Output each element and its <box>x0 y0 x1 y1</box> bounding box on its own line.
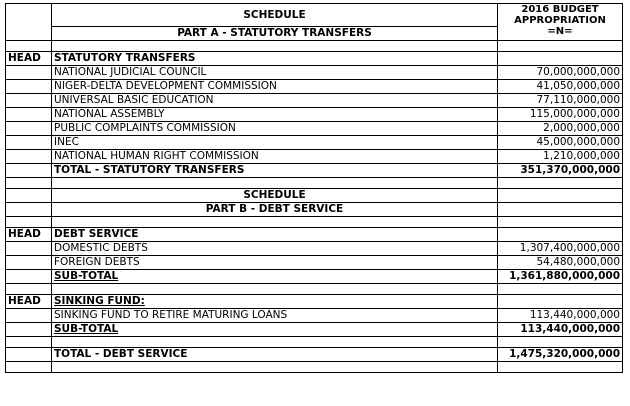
table-row <box>6 94 623 108</box>
section-title: STATUTORY TRANSFERS <box>52 52 498 66</box>
appropriation-header-line2: APPROPRIATION <box>514 15 606 26</box>
table-row <box>6 242 623 256</box>
line-item-amount: 70,000,000,000 <box>498 66 623 80</box>
schedule-title: SCHEDULE <box>52 189 498 203</box>
blank-row <box>6 217 623 228</box>
part-b-schedule-row <box>6 189 623 203</box>
line-item-name: NATIONAL JUDICIAL COUNCIL <box>52 66 498 80</box>
total-amount: 351,370,000,000 <box>498 164 623 178</box>
total-label: TOTAL - STATUTORY TRANSFERS <box>52 164 498 178</box>
debt-subtotal-row <box>6 270 623 284</box>
line-item-name: NATIONAL HUMAN RIGHT COMMISSION <box>52 150 498 164</box>
line-item-name: DOMESTIC DEBTS <box>52 242 498 256</box>
line-item-name: SINKING FUND TO RETIRE MATURING LOANS <box>52 309 498 323</box>
schedule-title: SCHEDULE <box>52 4 498 27</box>
appropriation-header-line3: =N= <box>547 26 573 37</box>
table-row <box>6 309 623 323</box>
blank-row <box>6 41 623 52</box>
line-item-amount: 41,050,000,000 <box>498 80 623 94</box>
subtotal-amount: 113,440,000,000 <box>498 323 623 337</box>
section-title: DEBT SERVICE <box>52 228 498 242</box>
line-item-name: FOREIGN DEBTS <box>52 256 498 270</box>
subtotal-label: SUB-TOTAL <box>52 323 498 337</box>
budget-schedule-sheet <box>5 3 627 373</box>
table-header-row <box>6 4 623 27</box>
table-row <box>6 150 623 164</box>
sinking-section-row <box>6 295 623 309</box>
head-label: HEAD <box>6 52 52 66</box>
blank-row <box>6 362 623 373</box>
line-item-amount: 113,440,000,000 <box>498 309 623 323</box>
table-row <box>6 108 623 122</box>
table-row <box>6 80 623 94</box>
section-title: SINKING FUND: <box>52 295 498 309</box>
part-a-title: PART A - STATUTORY TRANSFERS <box>52 27 498 41</box>
part-b-title: PART B - DEBT SERVICE <box>52 203 498 217</box>
sinking-subtotal-row <box>6 323 623 337</box>
part-b-title-row <box>6 203 623 217</box>
blank-row <box>6 178 623 189</box>
table-row <box>6 256 623 270</box>
line-item-name: UNIVERSAL BASIC EDUCATION <box>52 94 498 108</box>
blank-row <box>6 337 623 348</box>
debt-service-total-row <box>6 348 623 362</box>
part-a-items <box>6 66 623 164</box>
line-item-amount: 115,000,000,000 <box>498 108 623 122</box>
subtotal-amount: 1,361,880,000,000 <box>498 270 623 284</box>
table-row <box>6 136 623 150</box>
line-item-amount: 45,000,000,000 <box>498 136 623 150</box>
budget-table <box>5 3 623 373</box>
line-item-amount: 2,000,000,000 <box>498 122 623 136</box>
table-row <box>6 122 623 136</box>
line-item-name: PUBLIC COMPLAINTS COMMISSION <box>52 122 498 136</box>
total-amount: 1,475,320,000,000 <box>498 348 623 362</box>
head-label: HEAD <box>6 228 52 242</box>
sinking-items <box>6 309 623 323</box>
debt-items <box>6 242 623 270</box>
head-label: HEAD <box>6 295 52 309</box>
debt-section-row <box>6 228 623 242</box>
line-item-amount: 77,110,000,000 <box>498 94 623 108</box>
subtotal-label: SUB-TOTAL <box>52 270 498 284</box>
line-item-name: NIGER-DELTA DEVELOPMENT COMMISSION <box>52 80 498 94</box>
total-label: TOTAL - DEBT SERVICE <box>52 348 498 362</box>
appropriation-column-header <box>498 4 623 41</box>
part-a-total-row <box>6 164 623 178</box>
blank-row <box>6 284 623 295</box>
line-item-name: NATIONAL ASSEMBLY <box>52 108 498 122</box>
line-item-name: INEC <box>52 136 498 150</box>
table-row <box>6 66 623 80</box>
line-item-amount: 1,307,400,000,000 <box>498 242 623 256</box>
appropriation-header-line1: 2016 BUDGET <box>521 4 599 15</box>
part-a-section-row <box>6 52 623 66</box>
line-item-amount: 54,480,000,000 <box>498 256 623 270</box>
line-item-amount: 1,210,000,000 <box>498 150 623 164</box>
